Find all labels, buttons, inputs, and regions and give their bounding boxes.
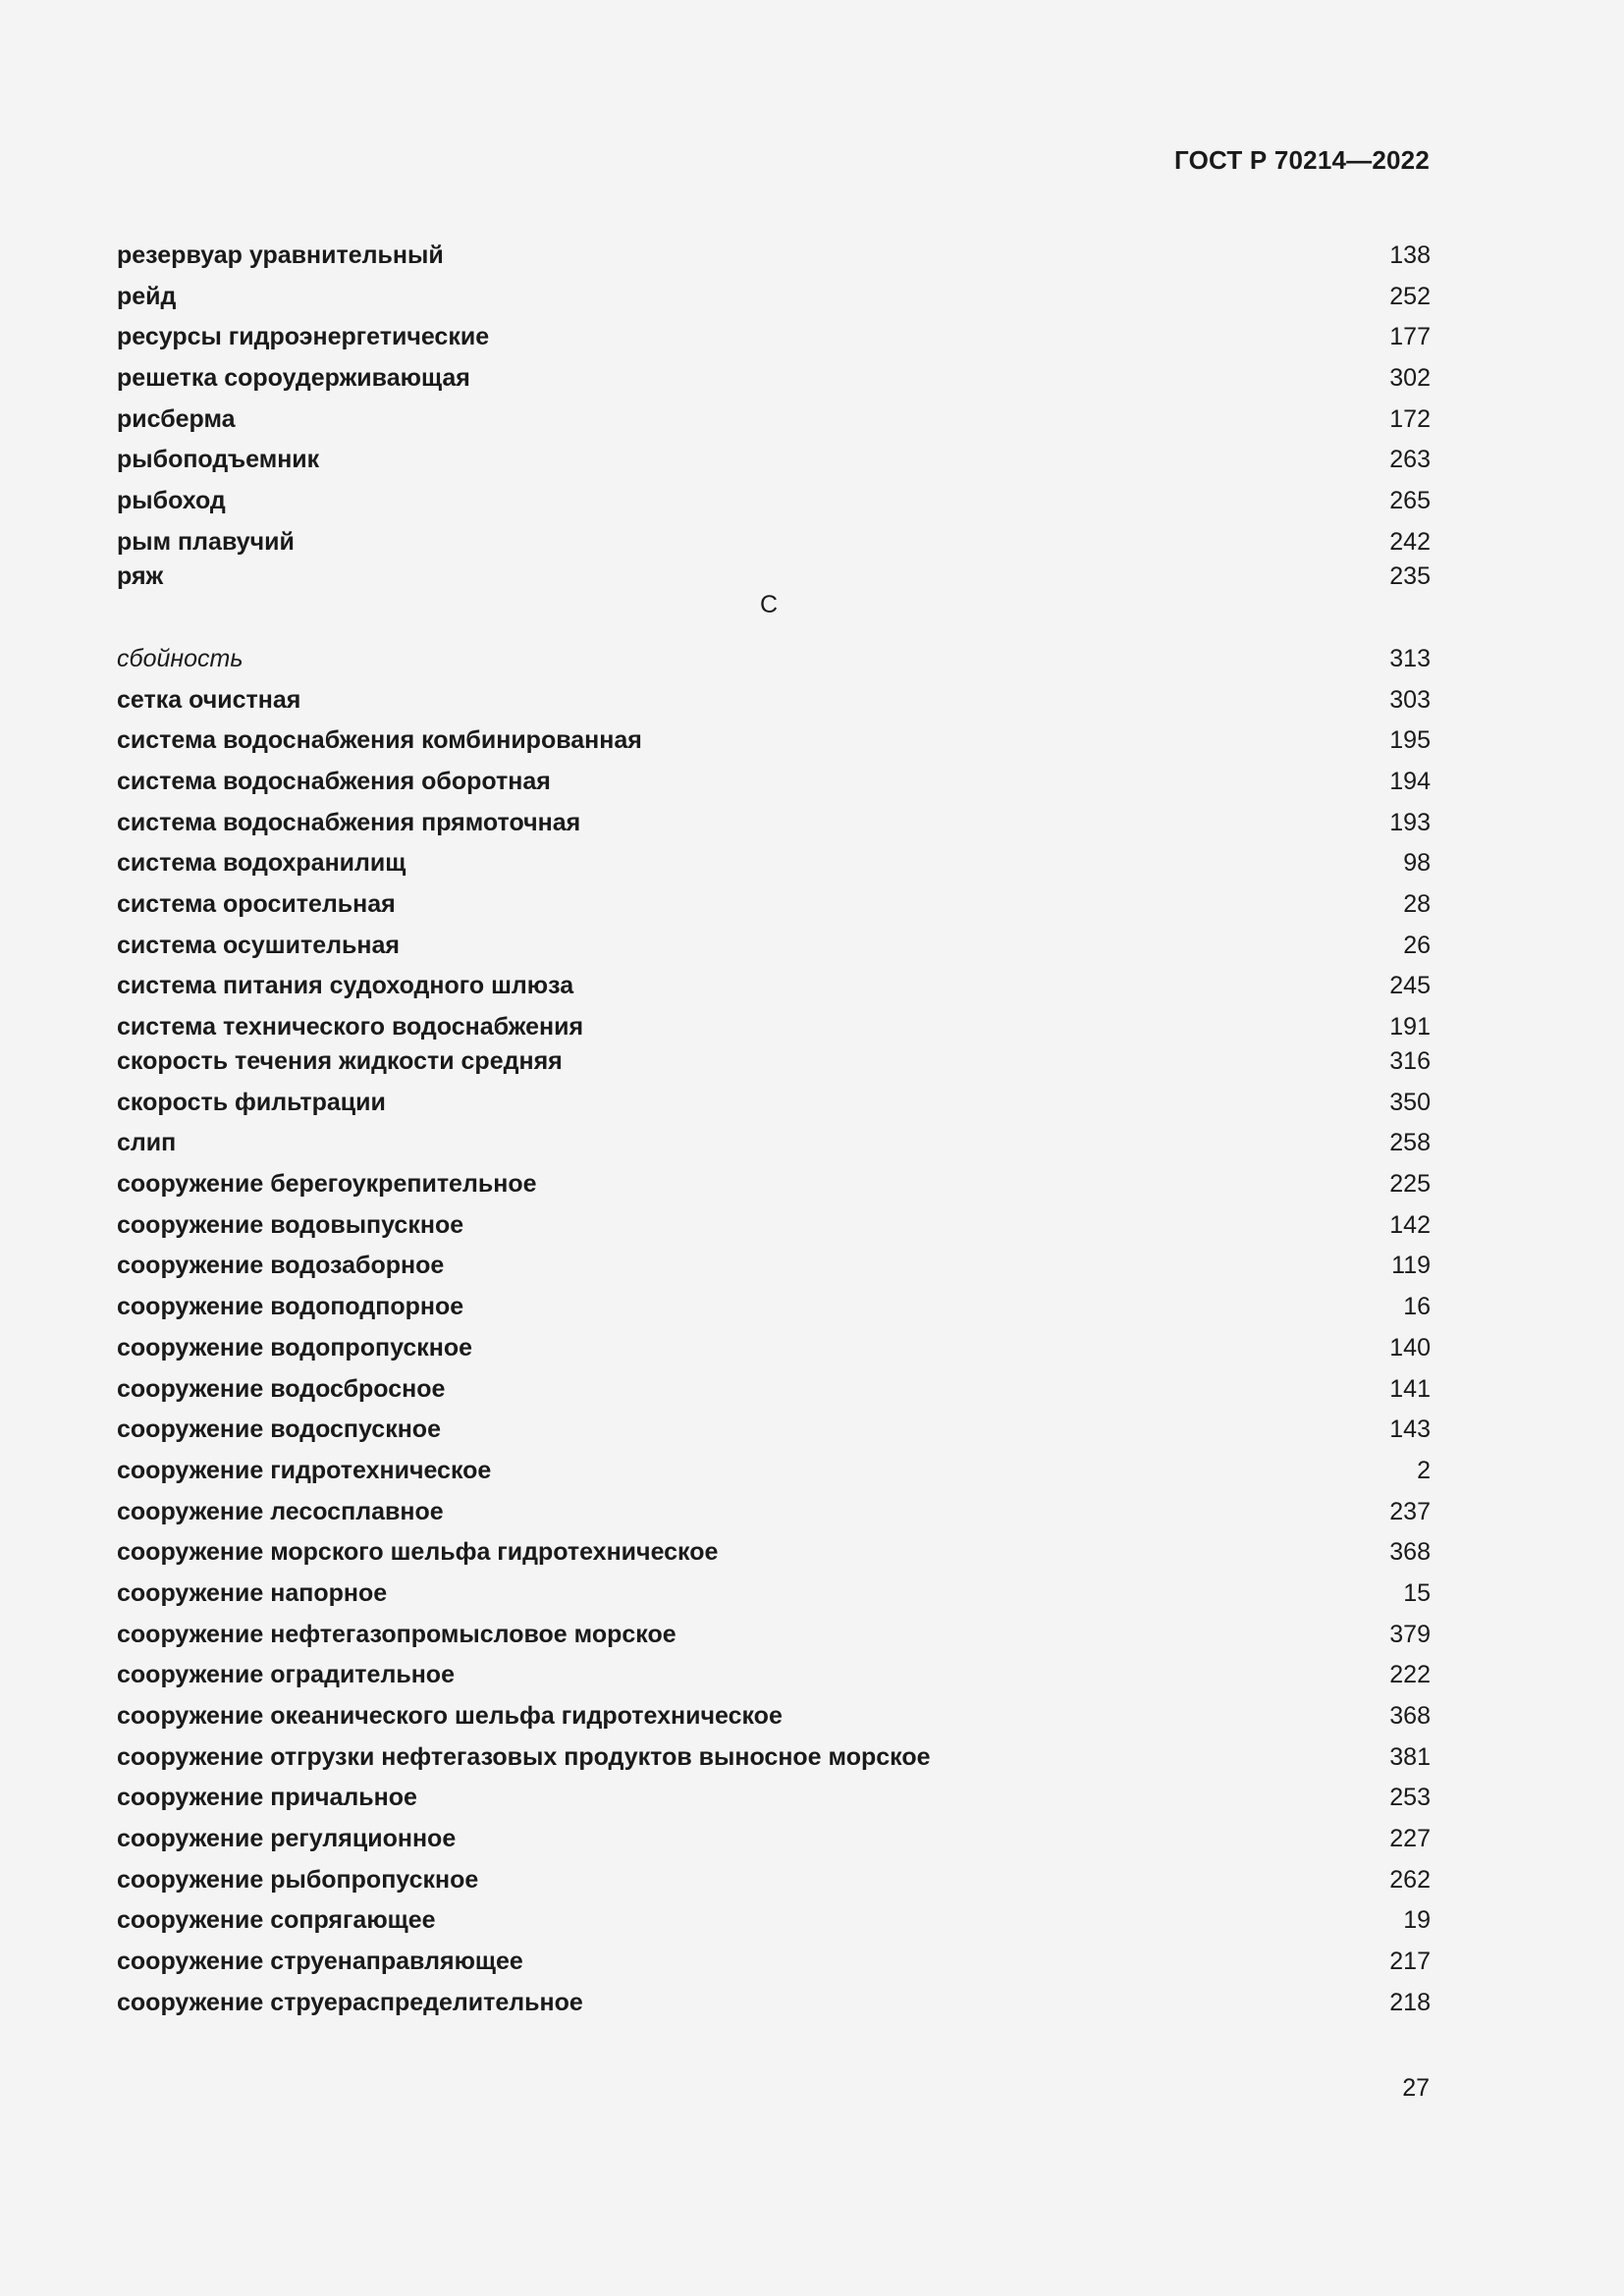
index-entry: [117, 847, 1431, 888]
index-term: сооружение струенаправляющее: [117, 1948, 523, 1976]
index-page: 26: [1403, 931, 1431, 959]
index-term: скорость течения жидкости средняя: [117, 1047, 563, 1075]
index-term: система осушительная: [117, 931, 400, 959]
index-entry: [117, 766, 1431, 807]
index-entry: [117, 526, 1431, 561]
index-entry: [117, 1987, 1431, 2028]
index-entry: [117, 1373, 1431, 1415]
index-entry: [117, 1741, 1431, 1783]
index-term: сооружение океанического шельфа гидротехническое: [117, 1702, 783, 1730]
index-term: скорость фильтрации: [117, 1088, 386, 1116]
index-page: 172: [1389, 404, 1431, 433]
document-header: ГОСТ Р 70214—2022: [1174, 145, 1430, 175]
index-term: рыбоподъемник: [117, 446, 320, 474]
index-term: рыбоход: [117, 487, 226, 515]
index-page: 15: [1403, 1578, 1431, 1607]
index-term: сетка очистная: [117, 685, 301, 714]
index-term: сооружение водосбросное: [117, 1374, 446, 1403]
index-term: сооружение регуляционное: [117, 1825, 457, 1853]
index-entry: [117, 444, 1431, 485]
index-page: 195: [1389, 726, 1431, 755]
index-page: 194: [1389, 767, 1431, 795]
index-entry: [117, 1127, 1431, 1168]
index-entry: [117, 1168, 1431, 1209]
index-page: 142: [1389, 1210, 1431, 1239]
index-term: сооружение причальное: [117, 1784, 417, 1812]
index-entry: [117, 1414, 1431, 1455]
index-term: сооружение гидротехническое: [117, 1456, 492, 1484]
index-term: сооружение водоподпорное: [117, 1293, 464, 1321]
index-page: 119: [1391, 1252, 1431, 1280]
index-entry: [117, 724, 1431, 766]
index-term: рым плавучий: [117, 527, 295, 556]
index-entry: [117, 1659, 1431, 1700]
index-term: сооружение берегоукрепительное: [117, 1170, 537, 1199]
index-page: 177: [1389, 323, 1431, 351]
index-page: 265: [1389, 487, 1431, 515]
index-page: 263: [1389, 446, 1431, 474]
index-entry: [117, 362, 1431, 403]
index-page: 316: [1389, 1047, 1431, 1075]
index-page: 217: [1389, 1948, 1431, 1976]
index-term: рейд: [117, 282, 177, 310]
index-term: система водоснабжения оборотная: [117, 767, 551, 795]
index-term: сооружение водовыпускное: [117, 1210, 464, 1239]
index-page: 143: [1389, 1415, 1431, 1444]
index-page: 222: [1389, 1661, 1431, 1689]
term-index: [117, 240, 1431, 2028]
index-term: система водоснабжения комбинированная: [117, 726, 642, 755]
index-page: 313: [1389, 644, 1431, 672]
index-term: сооружение рыбопропускное: [117, 1865, 479, 1894]
index-page: 237: [1389, 1497, 1431, 1525]
index-page: 245: [1389, 972, 1431, 1000]
index-entry: [117, 240, 1431, 281]
index-term: сооружение водозаборное: [117, 1252, 445, 1280]
index-page: 2: [1417, 1456, 1431, 1484]
index-entry: [117, 1250, 1431, 1291]
index-entry: [117, 807, 1431, 848]
index-page: 302: [1389, 364, 1431, 393]
index-term: резервуар уравнительный: [117, 241, 444, 269]
index-page: 381: [1389, 1742, 1431, 1771]
index-page: 368: [1389, 1538, 1431, 1567]
index-page: 138: [1389, 241, 1431, 269]
index-page: 98: [1403, 849, 1431, 878]
index-entry: [117, 403, 1431, 445]
index-page: 368: [1389, 1702, 1431, 1730]
index-page: 193: [1389, 808, 1431, 836]
index-entry: [117, 1904, 1431, 1946]
index-term: сооружение водопропускное: [117, 1333, 473, 1362]
index-page: 16: [1403, 1293, 1431, 1321]
index-page: 140: [1389, 1333, 1431, 1362]
index-page: 28: [1403, 889, 1431, 918]
index-entry: [117, 281, 1431, 322]
index-entry: [117, 1332, 1431, 1373]
index-page: 19: [1403, 1906, 1431, 1935]
index-term: сооружение струераспределительное: [117, 1988, 583, 2016]
index-term: слип: [117, 1129, 177, 1157]
index-page: 350: [1389, 1088, 1431, 1116]
index-term: решетка сороудерживающая: [117, 364, 470, 393]
index-entry: [117, 1536, 1431, 1577]
index-entry: [117, 1291, 1431, 1332]
index-term: сооружение напорное: [117, 1578, 388, 1607]
index-page: 235: [1389, 561, 1431, 590]
index-page: 303: [1389, 685, 1431, 714]
index-entry: [117, 1045, 1431, 1087]
index-page: 258: [1389, 1129, 1431, 1157]
index-entry: [117, 1577, 1431, 1619]
index-term: сооружение водоспускное: [117, 1415, 441, 1444]
index-term: система водоснабжения прямоточная: [117, 808, 581, 836]
index-page: 379: [1389, 1620, 1431, 1648]
index-entry: [117, 1455, 1431, 1496]
index-term: сооружение оградительное: [117, 1661, 455, 1689]
index-term: сбойность: [117, 644, 244, 672]
index-page: 252: [1389, 282, 1431, 310]
index-entry: [117, 485, 1431, 526]
index-entry: [117, 1011, 1431, 1045]
index-page: 141: [1389, 1374, 1431, 1403]
index-entry: [117, 1087, 1431, 1128]
index-entry: [117, 643, 1431, 684]
index-entry: [117, 1619, 1431, 1660]
index-entry: [117, 1209, 1431, 1251]
index-page: 191: [1389, 1013, 1431, 1041]
index-entry: [117, 321, 1431, 362]
index-term: ряж: [117, 561, 164, 590]
index-term: система водохранилищ: [117, 849, 406, 878]
index-page: 218: [1389, 1988, 1431, 2016]
index-term: сооружение лесосплавное: [117, 1497, 444, 1525]
index-entry: [117, 1782, 1431, 1823]
index-entry: [117, 1946, 1431, 1987]
section-letter: С: [759, 590, 779, 618]
index-term: система технического водоснабжения: [117, 1013, 584, 1041]
index-term: сооружение морского шельфа гидротехническое: [117, 1538, 719, 1567]
index-page: 225: [1389, 1170, 1431, 1199]
index-page: 262: [1389, 1865, 1431, 1894]
index-term: ресурсы гидроэнергетические: [117, 323, 490, 351]
index-entry: [117, 1700, 1431, 1741]
index-entry: [117, 684, 1431, 725]
index-page: 227: [1389, 1825, 1431, 1853]
index-entry: [117, 1496, 1431, 1537]
index-term: сооружение отгрузки нефтегазовых продуктов выносное морское: [117, 1742, 931, 1771]
index-entry: [117, 970, 1431, 1011]
index-term: рисберма: [117, 404, 236, 433]
index-term: система оросительная: [117, 889, 396, 918]
index-page: 242: [1389, 527, 1431, 556]
index-entry: [117, 888, 1431, 930]
index-entry: [117, 1823, 1431, 1864]
index-entry: [117, 1864, 1431, 1905]
index-entry: [117, 930, 1431, 971]
index-term: система питания судоходного шлюза: [117, 972, 574, 1000]
page-number: 27: [1402, 2074, 1430, 2102]
index-term: сооружение нефтегазопромысловое морское: [117, 1620, 677, 1648]
index-term: сооружение сопрягающее: [117, 1906, 436, 1935]
index-page: 253: [1389, 1784, 1431, 1812]
